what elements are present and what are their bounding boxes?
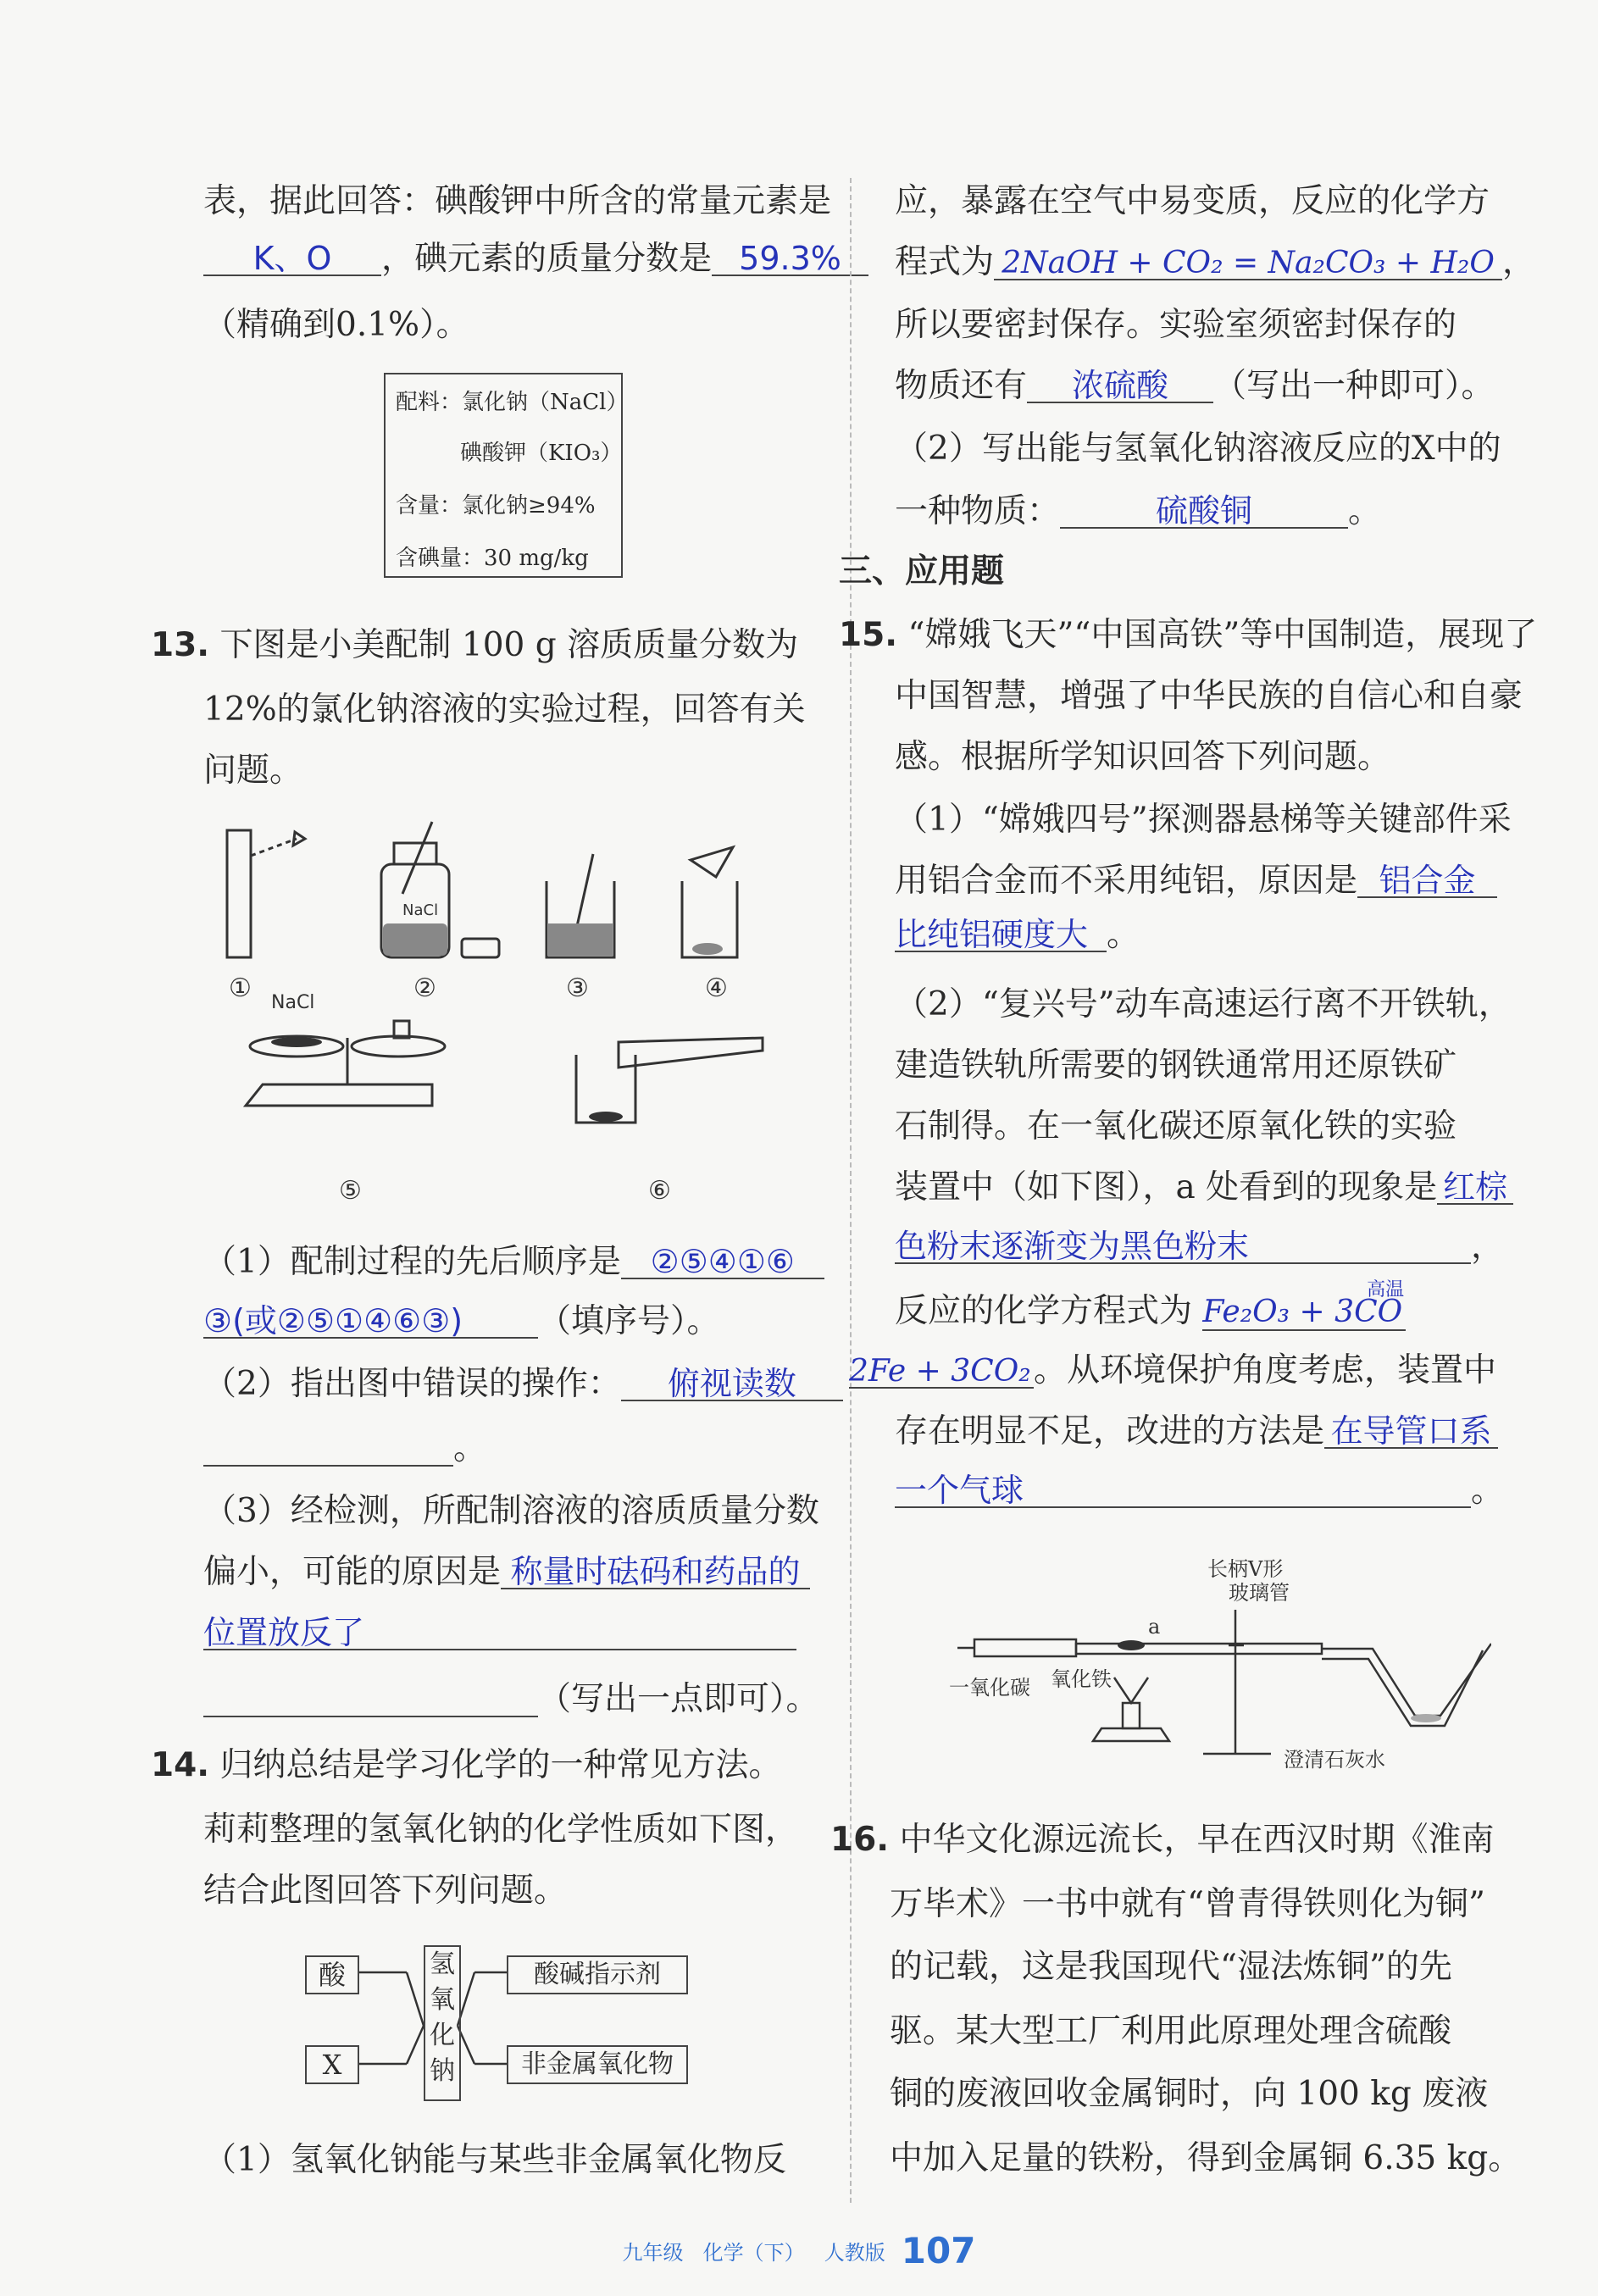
page-footer (0, 2230, 1598, 2271)
text-fragment: （2）指出图中错误的操作： (203, 1365, 621, 1403)
answer-equation-1: 2NaOH + CO₂ = Na₂CO₃ + H₂O (994, 248, 1502, 280)
text-line: 驱。某大型工厂利用此原理处理含硫酸 (890, 2012, 1452, 2050)
text-line (895, 1230, 1504, 1264)
syringe-icon (974, 1639, 1076, 1656)
diagram-box-oxide: 非金属氧化物 (507, 2045, 688, 2084)
footer-grade: 九年级 (622, 2241, 684, 2265)
label-row: 含碘量：30 mg/kg (396, 546, 589, 571)
label-row: 配料：氯化钠（NaCl） (396, 390, 629, 415)
text-fragment: 存在明显不足，改进的方法是 (895, 1412, 1325, 1450)
char: 氢 (430, 1949, 455, 1979)
text-fragment: ，碘元素的质量分数是 (381, 240, 713, 278)
text-line: 的记载，这是我国现代“湿法炼铜”的先 (890, 1948, 1452, 1986)
answer-reason-2: 位置放反了 (203, 1617, 796, 1650)
step-label: ④ (705, 973, 728, 1003)
answer-phenomenon-2: 色粉末逐渐变为黑色粉末 (895, 1230, 1471, 1264)
text-line (895, 492, 1382, 530)
answer-sealed-substance: 浓硫酸 (1027, 369, 1213, 403)
text-line: （3）经检测，所配制溶液的溶质质量分数 (203, 1492, 819, 1530)
text-fragment: 。 (1471, 1472, 1505, 1510)
char: 化 (430, 2021, 455, 2050)
label-row: 含量：氯化钠≥94% (396, 493, 596, 519)
figure-label-fe2o3: 氧化铁 (1051, 1667, 1112, 1691)
question-number: 13. (151, 626, 210, 664)
text-fragment: （填序号）。 (538, 1302, 720, 1340)
column-divider (850, 178, 852, 2203)
answer-equation-2-left (1202, 1279, 1406, 1331)
answer-improvement-2: 一个气球 (895, 1474, 1471, 1508)
nacl-bottle-label: NaCl (402, 901, 439, 919)
answer-wrong-operation: 俯视读数 (621, 1367, 843, 1401)
text-fragment: 。 (1348, 492, 1382, 530)
answer-phenomenon-1: 红棕 (1437, 1171, 1513, 1205)
text-fragment: （写出一种即可）。 (1213, 367, 1495, 405)
text-line: 问题。 (203, 751, 303, 790)
text-line (203, 1614, 796, 1651)
answer-improvement-1: 在导管口系 (1324, 1415, 1498, 1449)
question-number: 14. (151, 1746, 210, 1784)
step-label: ⑤ (339, 1176, 362, 1206)
text-line (895, 1412, 1498, 1450)
step-label: ① (229, 973, 252, 1003)
text-line: 感。根据所学知识回答下列问题。 (895, 738, 1391, 776)
text-fragment: “嫦娥飞天”“中国高铁”等中国制造，展现了 (907, 616, 1538, 654)
text-line: 莉莉整理的氢氧化钠的化学性质如下图， (203, 1811, 799, 1849)
text-fragment: 用铝合金而不采用纯铝，原因是 (895, 862, 1358, 900)
text-fragment: 归纳总结是学习化学的一种常见方法。 (219, 1746, 782, 1784)
text-line (895, 243, 1536, 281)
text-fragment: 一种物质： (895, 492, 1061, 530)
text-line: 应，暴露在空气中易变质，反应的化学方 (895, 182, 1490, 220)
footer-edition: 人教版 (824, 2241, 885, 2265)
char: 氧 (430, 1985, 455, 2015)
footer-subject: 化学（下） (702, 2241, 805, 2265)
text-line (895, 864, 1497, 898)
salt-label-box (384, 373, 629, 578)
diagram-box-naoh (424, 1945, 461, 2101)
text-line (203, 1367, 843, 1401)
text-line (203, 1680, 819, 1718)
step-label: ② (413, 973, 436, 1003)
text-fragment: （写出一点即可）。 (538, 1680, 819, 1718)
text-line (895, 369, 1495, 403)
question-15-line (839, 618, 1537, 652)
text-fragment: 装置中（如下图），a 处看到的现象是 (895, 1168, 1438, 1206)
text-line (203, 1302, 720, 1340)
text-line (203, 1429, 487, 1467)
burner-icon (1093, 1728, 1169, 1741)
question-number: 15. (839, 616, 898, 654)
text-line: 万毕术》一书中就有“曾青得铁则化为铜” (890, 1885, 1485, 1923)
text-fragment: ， (1471, 1228, 1505, 1266)
text-line: （2）“复兴号”动车高速运行离不开铁轨， (895, 985, 1512, 1023)
naoh-property-diagram (305, 1945, 695, 2106)
step-label: ③ (566, 973, 589, 1003)
figure-label-limewater: 澄清石灰水 (1284, 1748, 1385, 1772)
figure-label-co: 一氧化碳 (949, 1676, 1030, 1700)
text-line (849, 1351, 1497, 1389)
figure-label-tube: 长柄V形 (1207, 1559, 1284, 1581)
diagram-box-acid: 酸 (305, 1955, 359, 1994)
answer-elements: K、O (203, 242, 381, 276)
text-fragment: 。 (453, 1429, 487, 1467)
text-line: 12%的氯化钠溶液的实验过程，回答有关 (203, 690, 806, 729)
nacl-balance-label: NaCl (271, 992, 315, 1013)
answer-alloy-1: 铝合金 (1357, 864, 1497, 898)
text-line: （1）氢氧化钠能与某些非金属氧化物反 (203, 2141, 786, 2179)
question-number: 16. (830, 1821, 890, 1859)
text-fragment: ， (1502, 243, 1536, 281)
answer-alloy-2: 比纯铝硬度大 (895, 918, 1107, 952)
label-row: 碘酸钾（KIO₃） (460, 441, 623, 466)
page-number: 107 (901, 2230, 976, 2271)
text-fragment: 物质还有 (895, 367, 1028, 405)
answer-iodine-fraction: 59.3% (712, 242, 868, 276)
text-line: 结合此图回答下列问题。 (203, 1872, 568, 1910)
text-line (895, 1168, 1513, 1206)
diagram-box-indicator: 酸碱指示剂 (507, 1955, 688, 1994)
text-fragment: 。 (1107, 916, 1140, 954)
text-fragment: 。从环境保护角度考虑，装置中 (1034, 1351, 1497, 1389)
equation-fragment: Fe₂O₃ + 3CO (1202, 1295, 1403, 1329)
text-line (895, 1279, 1406, 1330)
text-line: （精确到0.1%）。 (203, 306, 469, 344)
text-line: 表，据此回答：碘酸钾中所含的常量元素是 (203, 182, 832, 220)
text-line (203, 1245, 824, 1279)
text-line: 中国智慧，增强了中华民族的自信心和自豪 (895, 677, 1523, 715)
figure-label-a: a (1148, 1615, 1161, 1639)
answer-order-1: ②⑤④①⑥ (621, 1245, 824, 1279)
text-fragment: 中华文化源远流长，早在西汉时期《淮南 (899, 1821, 1495, 1859)
question-13-line (151, 626, 799, 664)
solution-prep-figure (220, 813, 796, 1212)
text-fragment: 反应的化学方程式为 (895, 1292, 1193, 1330)
question-16-line (830, 1821, 1495, 1859)
co-reduction-apparatus-figure (949, 1559, 1491, 1788)
text-line: 中加入足量的铁粉，得到金属铜 6.35 kg。 (890, 2139, 1522, 2177)
text-line: 所以要密封保存。实验室须密封保存的 (895, 306, 1457, 344)
graduated-cylinder-icon (227, 830, 251, 957)
text-line (203, 1553, 810, 1591)
text-line (895, 918, 1140, 952)
figure-label-tube-2: 玻璃管 (1229, 1581, 1290, 1605)
answer-equation-2-right: 2Fe + 3CO₂ (849, 1356, 1034, 1389)
reaction-condition: 高温 (1367, 1279, 1405, 1301)
text-fragment: 偏小，可能的原因是 (203, 1553, 502, 1591)
text-line: 铜的废液回收金属铜时，向 100 kg 废液 (890, 2075, 1489, 2113)
answer-x-substance: 硫酸铜 (1060, 495, 1348, 529)
step-label: ⑥ (648, 1176, 671, 1206)
answer-reason-1: 称量时砝码和药品的 (501, 1556, 810, 1589)
char: 钠 (430, 2056, 455, 2086)
text-fragment: 程式为 (895, 243, 995, 281)
text-fragment: （1）配制过程的先后顺序是 (203, 1243, 621, 1281)
answer-order-2: ③(或②⑤①④⑥③) (203, 1305, 538, 1339)
text-line: 建造铁轨所需要的钢铁通常用还原铁矿 (895, 1046, 1457, 1084)
section-heading: 三、应用题 (839, 552, 1005, 591)
text-line (895, 1474, 1504, 1508)
text-line: 石制得。在一氧化碳还原氧化铁的实验 (895, 1107, 1457, 1145)
text-line: （1）“嫦娥四号”探测器悬梯等关键部件采 (895, 801, 1512, 839)
question-14-line (151, 1746, 782, 1784)
text-line: （2）写出能与氢氧化钠溶液反应的X中的 (895, 430, 1501, 468)
diagram-box-x: X (305, 2045, 359, 2084)
text-line (203, 242, 868, 276)
text-fragment: 下图是小美配制 100 g 溶质质量分数为 (219, 626, 799, 664)
